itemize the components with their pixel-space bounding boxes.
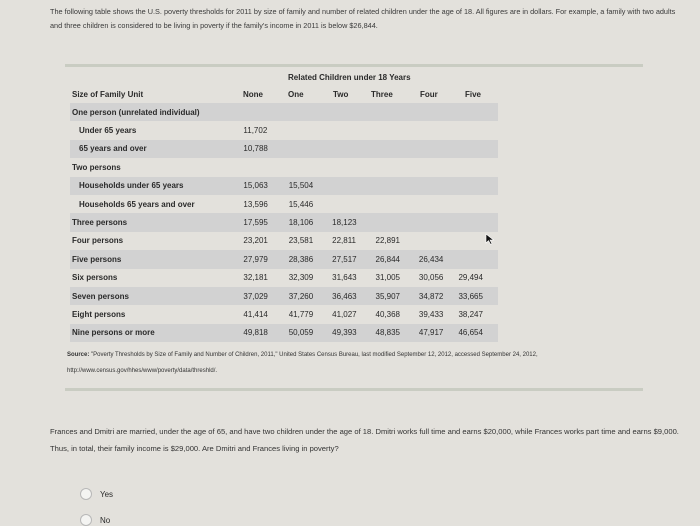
source-label: Source: [67,352,90,358]
cell-five [456,213,498,231]
cell-four [417,232,457,250]
cell-three: 40,368 [375,309,400,319]
table-row [70,177,498,195]
cell-one: 15,446 [288,199,314,209]
question-text: Frances and Dmitri are married, under the age of 65, and have two children under the age of 18. Dmitri works full time and earns $20,000, while Frances works part time and earns $9,000. Thus, in total, their family income is $29,000. Are Dmitri and Frances living in poverty? [50,427,679,453]
cell-five: 46,654 [456,324,498,342]
cell-none: 23,201 [243,236,268,246]
cell-four: 26,434 [417,250,457,268]
cell-two: 18,123 [330,213,373,231]
cell-two [330,195,373,213]
group-header: Related Children under 18 Years [288,73,411,82]
cell-none [241,103,286,121]
cell-one: 18,106 [287,213,330,231]
table-row [70,140,498,158]
header-four: Four [420,90,438,99]
option-yes[interactable] [80,488,113,500]
option-yes-label: Yes [100,489,114,499]
cell-three: 26,844 [374,250,417,268]
cell-five [456,158,498,176]
cell-three [374,140,417,158]
row-label: Three persons [70,213,241,231]
cell-one: 37,260 [287,287,330,305]
table-row [70,158,498,176]
header-none: None [243,90,263,99]
cell-four [417,195,457,213]
table-row [70,103,498,121]
table-row [70,250,498,268]
cell-three: 35,907 [374,287,417,305]
cell-one: 28,386 [287,250,330,268]
header-family-size: Size of Family Unit [72,90,144,99]
cell-two: 41,027 [332,309,357,319]
cell-three [374,177,417,195]
cell-five [456,140,498,158]
cell-five [456,195,498,213]
cell-one: 15,504 [287,177,330,195]
cell-one [287,140,330,158]
header-two: Two [333,90,349,99]
cell-none: 15,063 [241,177,286,195]
cell-two [330,140,373,158]
cell-four [417,121,457,139]
table-bottom-rule [65,388,643,391]
cell-none: 49,818 [241,324,286,342]
row-label: Under 65 years [79,126,137,136]
cell-two: 36,463 [330,287,373,305]
option-no-label: No [100,515,111,525]
table-row [70,195,498,213]
cell-none: 10,788 [241,140,286,158]
source-note [67,347,647,379]
cell-five [456,121,498,139]
cell-three [374,195,417,213]
table-row [70,324,498,342]
row-label: Eight persons [72,309,126,319]
header-three: Three [371,90,393,99]
table-top-rule [65,64,643,67]
cell-five [456,177,498,195]
row-label: Nine persons or more [70,324,241,342]
cell-five: 29,494 [458,273,483,283]
cell-four: 47,917 [417,324,457,342]
cell-none: 37,029 [241,287,286,305]
cell-three: 31,005 [375,273,400,283]
cell-one: 41,779 [288,309,314,319]
cell-two [330,158,373,176]
table-row [70,232,498,250]
cell-two: 22,811 [332,236,356,246]
cell-none: 11,702 [243,126,268,136]
cell-two [330,103,373,121]
cell-five: 33,665 [456,287,498,305]
poverty-table [70,103,498,342]
cell-five [456,250,498,268]
row-label: Households under 65 years [70,177,241,195]
cell-none: 41,414 [243,309,268,319]
source-text: "Poverty Thresholds by Size of Family and Number of Children, 2011," United States Census Bureau, last modified September 12, 2012, accessed September 24, 2012, http://www.census.gov/hhes/www/poverty/data/threshld/. [67,352,538,374]
cell-four [417,213,457,231]
cell-four [417,158,457,176]
row-label: One person (unrelated individual) [70,103,241,121]
radio-no[interactable] [80,514,92,526]
row-label: Seven persons [70,287,241,305]
row-label: Two persons [72,162,121,172]
cell-four [417,103,457,121]
table-row [70,213,498,231]
cell-four: 39,433 [418,309,444,319]
cell-four [417,177,457,195]
cell-three [374,158,417,176]
cell-five: 38,247 [458,309,483,319]
cell-four: 30,056 [418,273,444,283]
cell-two [330,177,373,195]
cell-three [374,103,417,121]
cell-none: 13,596 [243,199,268,209]
radio-yes[interactable] [80,488,92,500]
cell-five [456,103,498,121]
cell-none: 17,595 [241,213,286,231]
cell-two: 31,643 [332,273,357,283]
cell-one [287,158,330,176]
cell-two [330,121,373,139]
intro-text: The following table shows the U.S. poverty thresholds for 2011 by size of family and number of related children under the age of 18. All figures are in dollars. For example, a family with two adults and three children is considered to be living in poverty if the family's income in 2011 is below $26,844. [50,7,676,30]
option-no[interactable] [80,514,110,526]
cell-three [374,121,417,139]
cell-three [374,213,417,231]
cell-one: 23,581 [288,236,314,246]
row-label: Five persons [70,250,241,268]
cell-three: 22,891 [375,236,400,246]
cell-three: 48,835 [374,324,417,342]
table-row [70,269,498,287]
mouse-cursor-icon [485,233,495,245]
cell-one: 32,309 [288,273,314,283]
row-label: Six persons [72,273,118,283]
row-label: 65 years and over [70,140,241,158]
cell-two: 27,517 [330,250,373,268]
cell-one [287,103,330,121]
cell-none: 27,979 [241,250,286,268]
header-five: Five [465,90,482,99]
header-one: One [288,90,304,99]
cell-none: 32,181 [243,273,268,283]
table-row [70,305,498,323]
cell-one [287,121,330,139]
table-row [70,121,498,139]
table-row [70,287,498,305]
row-label: Households 65 years and over [79,199,195,209]
row-label: Four persons [72,236,124,246]
cell-four [417,140,457,158]
cell-one: 50,059 [287,324,330,342]
cell-two: 49,393 [330,324,373,342]
cell-four: 34,872 [417,287,457,305]
cell-none [241,158,286,176]
